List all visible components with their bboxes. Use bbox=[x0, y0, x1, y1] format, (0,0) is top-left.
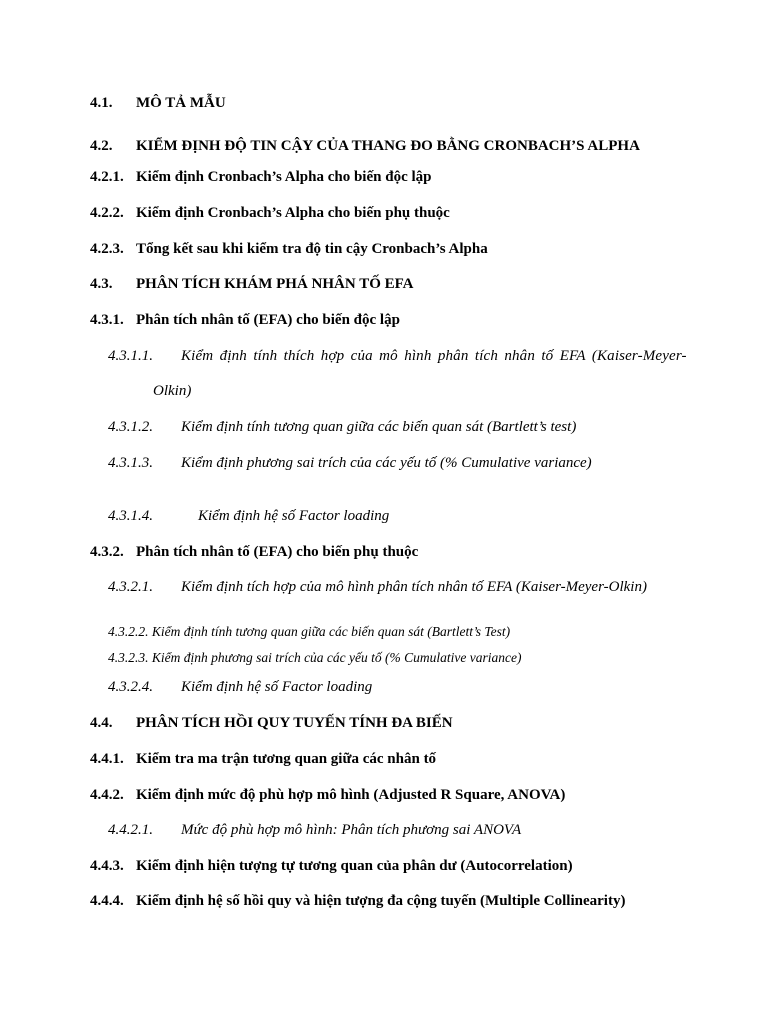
toc-title: Kiểm định hiện tượng tự tương quan của phân dư (Autocorrelation) bbox=[136, 858, 573, 874]
toc-entry-4-4-3 bbox=[90, 857, 573, 875]
toc-number: 4.3.1.3. bbox=[108, 455, 153, 471]
toc-number: 4.4.1. bbox=[90, 751, 124, 767]
toc-entry-4-4-2 bbox=[90, 786, 565, 804]
toc-title: Kiểm định phương sai trích của các yếu tố (% Cumulative variance) bbox=[181, 455, 592, 471]
toc-title: Kiểm định Cronbach’s Alpha cho biến độc lập bbox=[136, 169, 432, 185]
toc-title: Kiểm tra ma trận tương quan giữa các nhân tố bbox=[136, 751, 437, 767]
toc-entry-4-2 bbox=[90, 137, 640, 155]
toc-number: 4.3.1.4. bbox=[108, 508, 153, 524]
toc-title: Kiểm định mức độ phù hợp mô hình (Adjusted R Square, ANOVA) bbox=[136, 787, 566, 803]
toc-title: Phân tích nhân tố (EFA) cho biến phụ thuộc bbox=[136, 544, 419, 560]
toc-number: 4.4.2. bbox=[90, 787, 124, 803]
toc-title: Kiểm định tính tương quan giữa các biến quan sát (Bartlett’s test) bbox=[181, 419, 577, 435]
toc-title: Kiểm định hệ số Factor loading bbox=[198, 508, 390, 524]
toc-title: MÔ TẢ MẪU bbox=[136, 95, 226, 111]
toc-entry-4-3-2-2 bbox=[108, 623, 510, 641]
toc-title: Mức độ phù hợp mô hình: Phân tích phương sai ANOVA bbox=[181, 822, 522, 838]
toc-number: 4.3.1.2. bbox=[108, 419, 153, 435]
toc-entry-4-3-1-2 bbox=[108, 418, 576, 436]
toc-number: 4.3.2.2. bbox=[108, 624, 149, 639]
toc-number: 4.3.1. bbox=[90, 312, 124, 328]
toc-entry-4-3 bbox=[90, 275, 414, 293]
toc-entry-4-4-2-1 bbox=[108, 821, 521, 839]
toc-number: 4.2. bbox=[90, 138, 113, 154]
toc-entry-4-2-3 bbox=[90, 240, 488, 258]
toc-number: 4.3.2.4. bbox=[108, 679, 153, 695]
toc-title: Kiểm định hệ số Factor loading bbox=[181, 679, 373, 695]
toc-title: PHÂN TÍCH KHÁM PHÁ NHÂN TỐ EFA bbox=[136, 276, 414, 292]
toc-title: Kiểm định tính thích hợp của mô hình phân tích nhân tố EFA (Kaiser-Meyer- bbox=[181, 348, 687, 364]
toc-number: 4.3. bbox=[90, 276, 113, 292]
toc-number: 4.4.2.1. bbox=[108, 822, 153, 838]
toc-title: KIỂM ĐỊNH ĐỘ TIN CẬY CỦA THANG ĐO BẰNG CRONBACH’S ALPHA bbox=[136, 138, 640, 154]
toc-number: 4.4. bbox=[90, 715, 113, 731]
toc-number: 4.1. bbox=[90, 95, 113, 111]
toc-entry-4-3-1-1-continuation: Olkin) bbox=[153, 383, 192, 399]
toc-entry-4-3-1-1 bbox=[108, 347, 687, 365]
toc-title: Tổng kết sau khi kiểm tra độ tin cậy Cronbach’s Alpha bbox=[136, 241, 488, 257]
toc-number: 4.3.2. bbox=[90, 544, 124, 560]
toc-entry-4-3-2-4 bbox=[108, 678, 372, 696]
toc-title: Kiểm định phương sai trích của các yếu tố (% Cumulative variance) bbox=[151, 650, 522, 665]
toc-entry-4-3-2 bbox=[90, 543, 418, 561]
toc-entry-4-1 bbox=[90, 94, 226, 112]
toc-title: Phân tích nhân tố (EFA) cho biến độc lập bbox=[136, 312, 400, 328]
toc-number: 4.4.3. bbox=[90, 858, 124, 874]
toc-number: 4.4.4. bbox=[90, 893, 124, 909]
toc-number: 4.2.3. bbox=[90, 241, 124, 257]
toc-entry-4-3-1-3 bbox=[108, 454, 592, 472]
toc-number: 4.3.2.1. bbox=[108, 579, 153, 595]
toc-entry-4-4-1 bbox=[90, 750, 436, 768]
toc-number: 4.2.2. bbox=[90, 205, 124, 221]
toc-entry-4-2-1 bbox=[90, 168, 432, 186]
toc-title: Kiểm định Cronbach’s Alpha cho biến phụ thuộc bbox=[136, 205, 450, 221]
toc-title: Kiểm định hệ số hồi quy và hiện tượng đa cộng tuyến (Multiple Collinearity) bbox=[136, 893, 626, 909]
toc-title: Kiểm định tính tương quan giữa các biến quan sát (Bartlett’s Test) bbox=[151, 624, 511, 639]
toc-entry-4-3-2-1 bbox=[108, 578, 647, 596]
toc-entry-4-3-1 bbox=[90, 311, 400, 329]
toc-entry-4-4-4 bbox=[90, 892, 625, 910]
toc-entry-4-3-1-4 bbox=[108, 507, 389, 525]
toc-title: PHÂN TÍCH HỒI QUY TUYẾN TÍNH ĐA BIẾN bbox=[136, 715, 453, 731]
toc-title: Kiểm định tích hợp của mô hình phân tích nhân tố EFA (Kaiser-Meyer-Olkin) bbox=[181, 579, 647, 595]
toc-number: 4.2.1. bbox=[90, 169, 124, 185]
toc-number: 4.3.2.3. bbox=[108, 650, 149, 665]
toc-entry-4-3-2-3 bbox=[108, 649, 521, 667]
toc-number: 4.3.1.1. bbox=[108, 348, 153, 364]
toc-entry-4-4 bbox=[90, 714, 453, 732]
toc-entry-4-2-2 bbox=[90, 204, 450, 222]
